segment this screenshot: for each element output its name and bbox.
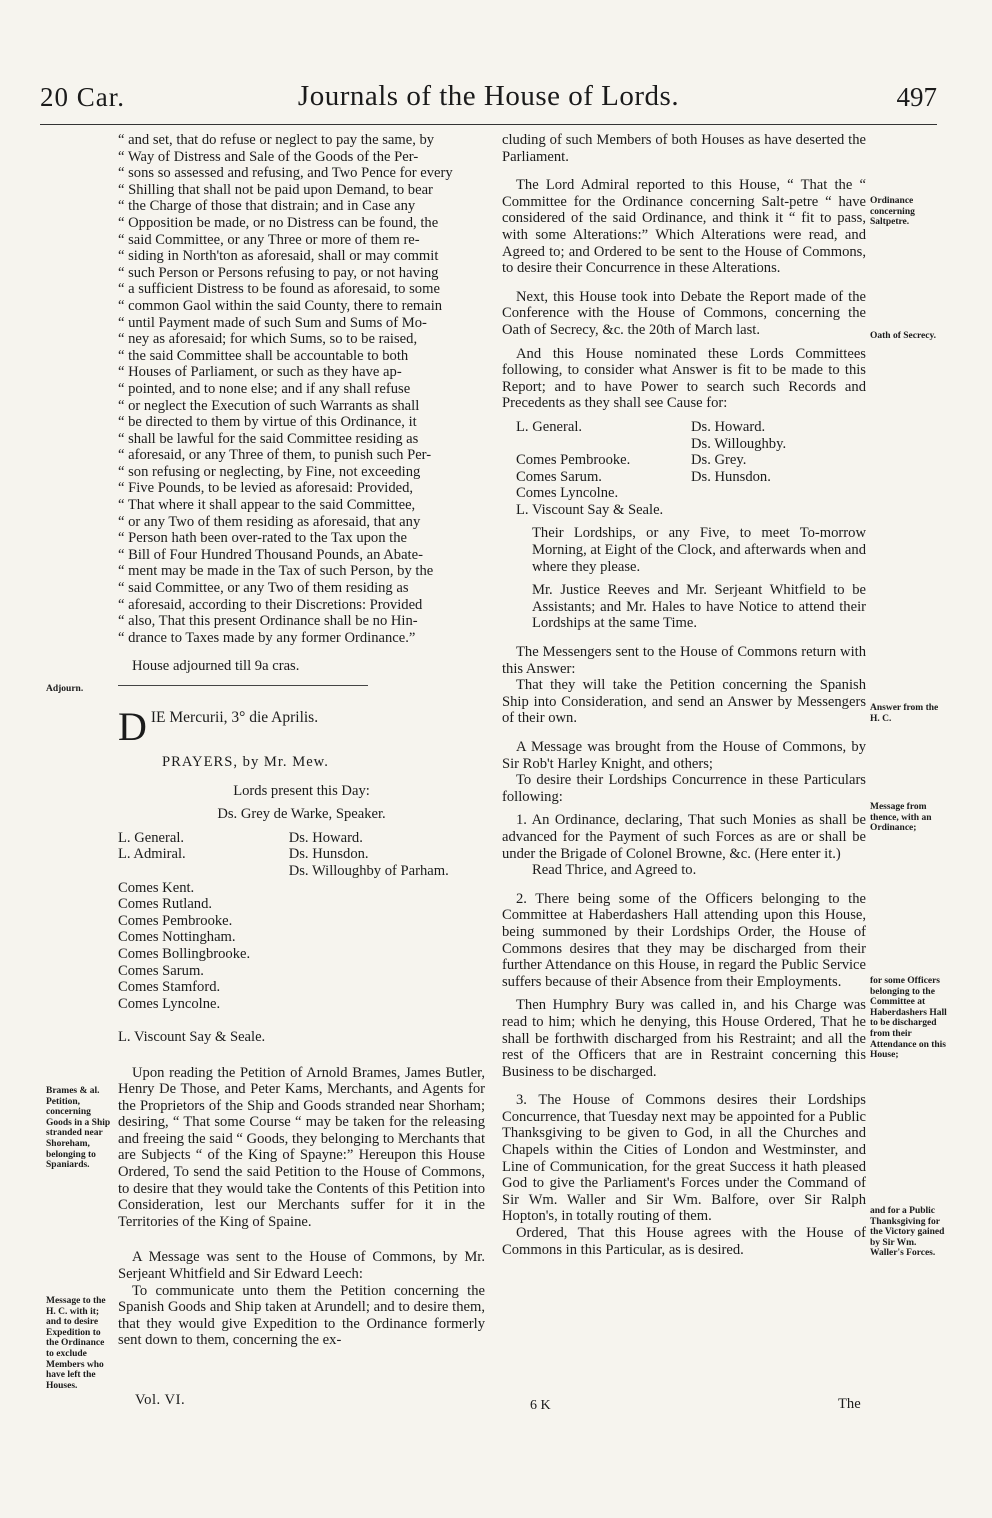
continued-para: cluding of such Members of both Houses as have deserted the Parliament. <box>502 132 866 165</box>
committee-col2 <box>691 419 866 502</box>
quote-line: “ pointed, and to none else; and if any shall refuse <box>118 380 411 397</box>
lord-name: Ds. Howard. <box>288 829 363 846</box>
lord-name: Comes Bollingbrooke. <box>118 945 251 962</box>
quote-line: “ aforesaid, according to their Discretions: Provided <box>118 596 423 613</box>
lord-name: Comes Kent. <box>118 879 195 896</box>
nominated-para: And this House nominated these Lords Committees following, to consider what Answer is fit to be made to this Report; and to have Power to search such Records and Precedents as they shall see Cause for: <box>502 345 866 412</box>
lord-name: Ds. Willoughby of Parham. <box>288 862 449 879</box>
catchword: The <box>838 1396 861 1412</box>
item-3-thanksgiving: 3. The House of Commons desires their Lordships Concurrence, that Tuesday next may be appointed for a Public Thanksgiving to be given to God, in all the Churches and Chapels within the Cities of London and Westminster, and Line of Communication, for the great Success it hath pleased God to give the Parliament's Forces under the Command of Sir Wm. Waller and Sir Wm. Balfore, over Sir Ralph Hopton's, in totally routing of them. <box>502 1092 866 1225</box>
lord-name: Comes Lyncolne. <box>118 995 221 1012</box>
section-separator <box>118 685 368 686</box>
lord-name: Comes Stamford. <box>118 979 221 996</box>
committee-member: Ds. Howard. <box>691 418 766 435</box>
committee-member: Ds. Willoughby. <box>691 435 787 452</box>
margin-note-message-ordinance: Message from thence, with an Ordinance; <box>870 802 932 834</box>
margin-note-brames: Brames & al. Petition, concerning Goods in a Ship stranded near Shoreham, belonging to Spaniards. <box>46 1086 111 1171</box>
quote-line: “ Opposition be made, or no Distress can be found, the <box>118 214 439 231</box>
ordered-agrees-para: Ordered, That this House agrees with the House of Commons in this Particular, as is desired. <box>502 1225 866 1258</box>
committee-col1 <box>516 419 691 502</box>
right-column <box>502 132 866 1258</box>
left-column <box>118 132 485 1349</box>
quote-line: “ the said Committee shall be accountable to both <box>118 347 409 364</box>
lord-name: L. Viscount Say & Seale. <box>118 1028 266 1045</box>
quote-line: “ be directed to them by virtue of this Ordinance, it <box>118 414 417 431</box>
quote-line: “ common Gaol within the said County, there to remain <box>118 297 443 314</box>
lord-name: Comes Rutland. <box>118 896 213 913</box>
day-heading-text: IE Mercurii, 3° die Aprilis. <box>150 709 319 726</box>
commons-answer-para: That they will take the Petition concerning the Spanish Ship into Consideration, and send an Answer by Messengers of their own. <box>502 677 866 727</box>
drop-cap: D <box>118 704 147 749</box>
lords-present-list <box>118 830 485 1046</box>
quote-line: “ son refusing or neglecting, by Fine, not exceeding <box>118 463 421 480</box>
day-heading <box>118 698 485 749</box>
lord-name: Comes Nottingham. <box>118 929 236 946</box>
quote-line: “ until Payment made of such Sum and Sums of Mo- <box>118 314 427 331</box>
quote-line: “ ment may be made in the Tax of such Person, by the <box>118 563 434 580</box>
quote-line: “ said Committee, or any Three or more of them re- <box>118 231 420 248</box>
committee-member: Comes Lyncolne. <box>516 485 619 502</box>
committee-member <box>516 436 691 453</box>
quote-line: “ Person hath been over-rated to the Tax upon the <box>118 530 407 547</box>
adjourn-line: House adjourned till 9a cras. <box>132 658 300 675</box>
margin-note-saltpetre: Ordinance concerning Saltpetre. <box>870 196 915 228</box>
quote-line: “ such Person or Persons refusing to pay, or not having <box>118 264 439 281</box>
volume-number: Vol. VI. <box>135 1392 186 1408</box>
quote-line: “ the Charge of those that distrain; and in Case any <box>118 198 416 215</box>
message-brought-para: A Message was brought from the House of Commons, by Sir Rob't Harley Knight, and others; <box>502 739 866 772</box>
quote-line: “ said Committee, or any Two of them residing as <box>118 580 409 597</box>
committee-member: Ds. Grey. <box>691 452 747 469</box>
quote-line: “ or neglect the Execution of such Warrants as shall <box>118 397 420 414</box>
lord-name: L. Admiral. <box>118 846 186 863</box>
margin-note-oath: Oath of Secrecy. <box>870 331 937 341</box>
quote-line: “ also, That this present Ordinance shall be no Hin- <box>118 613 418 630</box>
item-2-officers: 2. There being some of the Officers belonging to the Committee at Haberdashers Hall attending upon this House, being summoned by their Lordships Order, the House of Commons desires that they may be discharged from their further Attendance on this House, in regard the Public Service suffers because of their Absence from their Employments. <box>502 890 866 990</box>
signature-mark: 6 K <box>530 1398 551 1413</box>
quote-line: “ ney as aforesaid; for which Sums, so to be raised, <box>118 331 418 348</box>
lord-name <box>118 863 289 880</box>
lord-name: L. General. <box>118 829 185 846</box>
quote-line: “ Houses of Parliament, or such as they have ap- <box>118 364 402 381</box>
brames-petition-para: Upon reading the Petition of Arnold Brames, James Butler, Henry De Those, and Peter Kams, Merchants, and Agents for the Proprietors of the Ship and Goods stranded near Shorham; desiring, “ That some Course “ may be taken for the releasing and freeing the said “ Goods, they belonging to Merchants that are Subjects “ of the King of Spayne:” Hereupon this House Ordered, To send the said Petition to the House of Commons, to desire that they would take the Contents of this Petition into Consideration, lest our Merchants suffer for it in the Territories of the King of Spaine. <box>118 1064 485 1230</box>
lord-name: Ds. Hunsdon. <box>288 846 369 863</box>
margin-note-message: Message to the H. C. with it; and to desire Expedition to the Ordinance to exclude Members who have left the Houses. <box>46 1296 106 1391</box>
committee-member: Comes Sarum. <box>516 468 602 485</box>
quote-line: “ and set, that do refuse or neglect to pay the same, by <box>118 132 435 148</box>
committee-member: Comes Pembrooke. <box>516 452 631 469</box>
lordships-meeting-para: Their Lordships, or any Five, to meet To-morrow Morning, at Eight of the Clock, and afterwards when and where they please. <box>532 525 866 575</box>
quote-line: “ Five Pounds, to be levied as aforesaid: Provided, <box>118 480 414 497</box>
lords-list-col1 <box>118 830 289 1046</box>
message-sent-para: A Message was sent to the House of Commons, by Mr. Serjeant Whitfield and Sir Edward Leech: <box>118 1249 485 1283</box>
assistants-para: Mr. Justice Reeves and Mr. Serjeant Whitfield to be Assistants; and Mr. Hales to have Notice to attend their Lordships at the same Time. <box>532 582 866 632</box>
quote-line: “ aforesaid, or any Three of them, to punish such Per- <box>118 447 432 464</box>
lord-name: Comes Pembrooke. <box>118 912 233 929</box>
lords-present-heading: Lords present this Day: <box>233 782 370 799</box>
margin-note-officers: for some Officers belonging to the Committee at Haberdashers Hall to be discharged from their Attendance on this House; <box>870 976 947 1061</box>
header-title: Journals of the House of Lords. <box>297 80 680 112</box>
lord-name <box>118 1012 289 1029</box>
header-rule <box>40 124 937 125</box>
margin-note-thanksgiving: and for a Public Thanksgiving for the Victory gained by Sir Wm. Waller's Forces. <box>870 1206 945 1259</box>
page-number: 497 <box>896 82 937 112</box>
header-regnal-year: 20 Car. <box>40 82 125 112</box>
prayers-line: PRAYERS, by Mr. Mew. <box>162 754 329 770</box>
messengers-return-para: The Messengers sent to the House of Commons return with this Answer: <box>502 644 866 677</box>
speaker-line: Ds. Grey de Warke, Speaker. <box>217 806 386 823</box>
lords-list-col2 <box>289 830 485 1046</box>
quote-line: “ a sufficient Distress to be found as aforesaid, to some <box>118 281 440 298</box>
communicate-para: To communicate unto them the Petition concerning the Spanish Goods and Ship taken at Arundell; and to desire them, that they would give Expedition to the Ordinance formerly sent down to them, concerning the ex- <box>118 1282 485 1349</box>
quote-line: “ That where it shall appear to the said Committee, <box>118 497 416 514</box>
humphry-bury-para: Then Humphry Bury was called in, and his Charge was read to him; which he denying, this House Ordered, That he shall be forthwith discharged from his Restraint; and all the rest of the Officers that are in Restraint concerning this Business to be discharged. <box>502 997 866 1080</box>
committee-member: Ds. Hunsdon. <box>691 468 771 485</box>
committee-member: L. General. <box>516 418 583 435</box>
quote-line: “ Bill of Four Hundred Thousand Pounds, an Abate- <box>118 546 423 563</box>
quote-line: “ Shilling that shall not be paid upon Demand, to bear <box>118 181 433 198</box>
quote-line: “ siding in North'ton as aforesaid, shall or may commit <box>118 248 439 265</box>
lord-name: Comes Sarum. <box>118 962 204 979</box>
margin-note-answer: Answer from the H. C. <box>870 703 939 724</box>
item-1-read: Read Thrice, and Agreed to. <box>532 862 697 879</box>
lord-admiral-report: The Lord Admiral reported to this House, “ That the “ Committee for the Ordinance concerning Salt-petre “ have considered of the said Ordinance, and think it “ fit to pass, with some Alterations:” Which Alterations were read, and Agreed to; and Ordered to be sent to the House of Commons, to desire their Concurrence in these Alterations. <box>502 177 866 277</box>
running-header <box>40 82 937 122</box>
quote-line: “ sons so assessed and refusing, and Two Pence for every <box>118 165 453 182</box>
item-1-ordinance: 1. An Ordinance, declaring, That such Monies as shall be advanced for the Payment of such Forces as are or shall be under the Brigade of Colonel Browne, &c. (Here enter it.) <box>502 812 866 862</box>
quote-line: “ Way of Distress and Sale of the Goods of the Per- <box>118 148 419 165</box>
desire-concurrence-para: To desire their Lordships Concurrence in these Particulars following: <box>502 772 866 805</box>
margin-note-adjourn: Adjourn. <box>46 684 84 694</box>
quote-line: “ shall be lawful for the said Committee residing as <box>118 430 419 447</box>
quote-line: “ drance to Taxes made by any former Ordinance.” <box>118 629 416 646</box>
committee-viscount: L. Viscount Say & Seale. <box>516 501 664 518</box>
oath-debate-para: Next, this House took into Debate the Report made of the Conference with the House of Commons, concerning the Oath of Secrecy, &c. the 20th of March last. <box>502 288 866 338</box>
committee-list <box>502 419 866 502</box>
quote-line: “ or any Two of them residing as aforesaid, that any <box>118 513 421 530</box>
ordinance-quote <box>118 132 485 646</box>
